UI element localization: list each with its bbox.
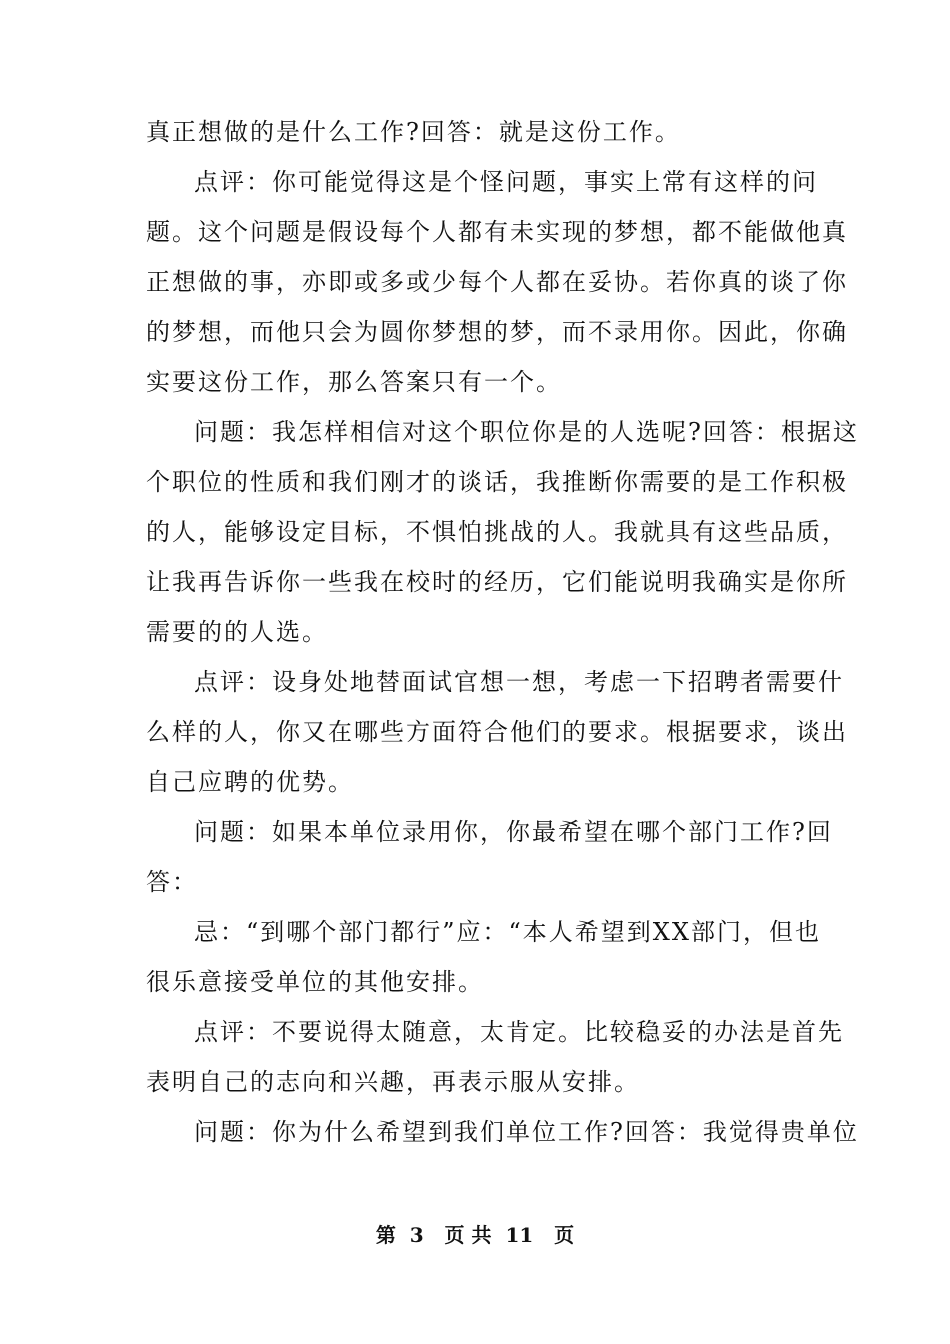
paragraph-line: 真正想做的是什么工作?回答：就是这份工作。 [146, 118, 681, 146]
paragraph-line: 的梦想，而他只会为圆你梦想的梦，而不录用你。因此，你确 [146, 318, 848, 346]
paragraph-line: 答： [146, 868, 198, 896]
paragraph-line: 表明自己的志向和兴趣，再表示服从安排。 [146, 1068, 640, 1096]
paragraph-line: 很乐意接受单位的其他安排。 [146, 968, 484, 996]
paragraph-line: 忌：“到哪个部门都行”应：“本人希望到XX部门，但也 [194, 918, 821, 946]
paragraph-line: 么样的人，你又在哪些方面符合他们的要求。根据要求，谈出 [146, 718, 848, 746]
paragraph-line: 问题：我怎样相信对这个职位你是的人选呢?回答：根据这 [194, 418, 859, 446]
paragraph-line: 实要这份工作，那么答案只有一个。 [146, 368, 562, 396]
page-number-footer: 第 3 页 共 11 页 [375, 1223, 575, 1247]
paragraph-line: 自己应聘的优势。 [146, 768, 354, 796]
paragraph-line: 让我再告诉你一些我在校时的经历，它们能说明我确实是你所 [146, 568, 848, 596]
paragraph-line: 需要的的人选。 [146, 618, 328, 646]
paragraph-line: 点评：设身处地替面试官想一想，考虑一下招聘者需要什 [194, 668, 844, 696]
paragraph-line: 正想做的事，亦即或多或少每个人都在妥协。若你真的谈了你 [146, 268, 848, 296]
paragraph-line: 点评：不要说得太随意，太肯定。比较稳妥的办法是首先 [194, 1018, 844, 1046]
paragraph-line: 的人，能够设定目标，不惧怕挑战的人。我就具有这些品质， [146, 518, 848, 546]
paragraph-line: 问题：你为什么希望到我们单位工作?回答：我觉得贵单位 [194, 1118, 859, 1146]
paragraph-line: 问题：如果本单位录用你，你最希望在哪个部门工作?回 [194, 818, 833, 846]
paragraph-line: 点评：你可能觉得这是个怪问题，事实上常有这样的问 [194, 168, 818, 196]
paragraph-line: 题。这个问题是假设每个人都有未实现的梦想，都不能做他真 [146, 218, 848, 246]
paragraph-line: 个职位的性质和我们刚才的谈话，我推断你需要的是工作积极 [146, 468, 848, 496]
